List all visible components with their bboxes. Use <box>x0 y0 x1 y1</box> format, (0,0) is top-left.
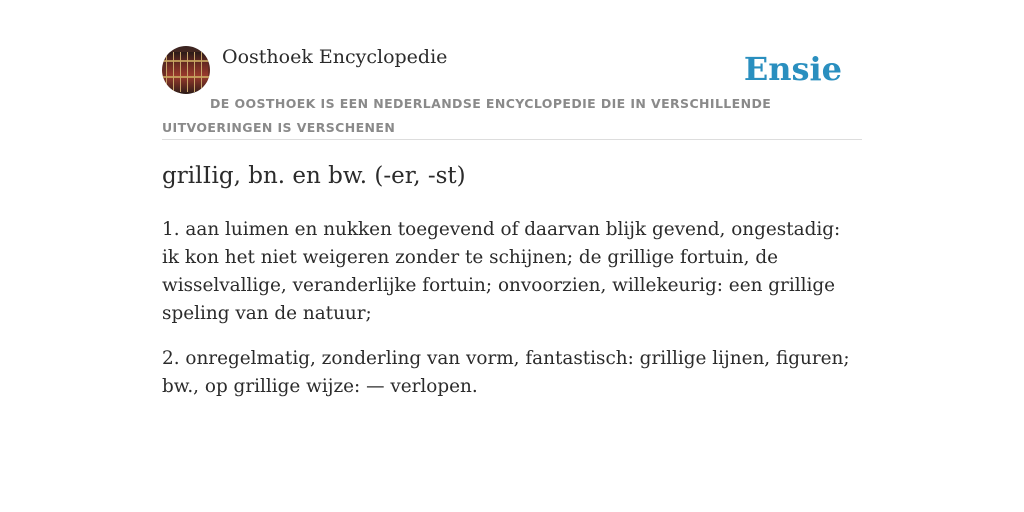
source-name[interactable]: Oosthoek Encyclopedie <box>222 46 448 68</box>
definitions <box>162 216 862 418</box>
definition-1: 1. aan luimen en nukken toegevend of daarvan blijk gevend, ongestadig: ik kon het niet weigeren zonder te schijnen; de grillige fortuin, de wisselvallige, veranderlijke fortuin; onvoorzien, willekeurig: een grillige speling van de natuur; <box>162 219 841 324</box>
entry-title: grilIig, bn. en bw. (-er, -st) <box>162 163 466 189</box>
brand-logo[interactable]: Ensie <box>743 50 842 88</box>
source-description: DE OOSTHOEK IS EEN NEDERLANDSE ENCYCLOPEDIE DIE IN VERSCHILLENDE UITVOERINGEN IS VERSCHENEN <box>162 96 772 135</box>
definition-2: 2. onregelmatig, zonderling van vorm, fantastisch: grillige lijnen, figuren; bw., op grillige wijze: — verlopen. <box>162 348 850 397</box>
divider <box>162 139 862 140</box>
source-avatar[interactable] <box>162 46 210 94</box>
